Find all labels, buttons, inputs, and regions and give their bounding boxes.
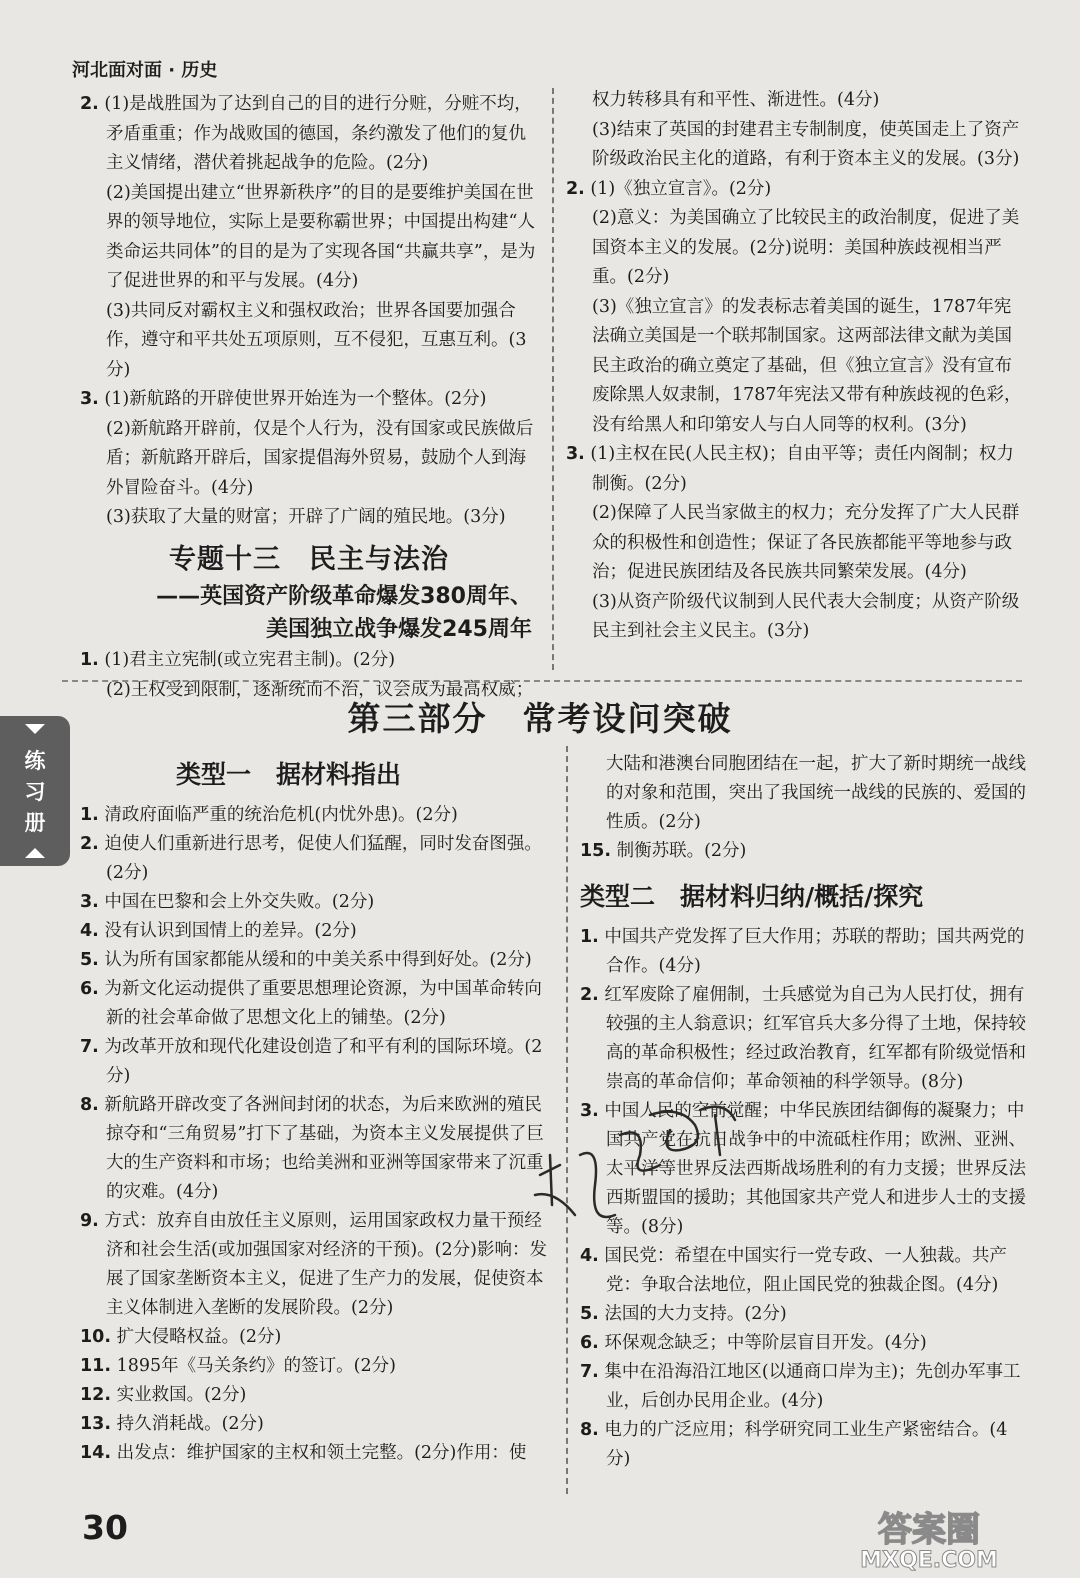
list-item: 5. 法国的大力支持。(2分) [580, 1304, 787, 1324]
page-header: 河北面对面 · 历史 [72, 60, 218, 81]
column-divider-upper [552, 88, 554, 670]
handwriting-scribble [520, 1095, 750, 1265]
list-item: 3. 中国人民的空前觉醒；中华民族团结御侮的凝聚力；中国共产党在抗日战争中的中流砥柱作用；欧洲、亚洲、太平洋等世界反法西斯战场胜利的有力支援；世界反法西斯盟国的援助；其他国家共产党人和进步人士的支援等。(8分) [580, 1101, 1026, 1237]
list-item-line: (2)王权受到限制，逐渐统而不治，议会成为最高权威； [106, 679, 534, 700]
type-title: 类型二 据材料归纳/概括/探究 [580, 882, 924, 911]
type-title: 类型一 据材料指出 [176, 760, 402, 789]
list-item: 11. 1895年《马关条约》的签订。(2分) [80, 1356, 396, 1376]
list-item: 2. (1)《独立宣言》。(2分) [566, 178, 772, 199]
list-item: 3. (1)新航路的开辟使世界开始连为一个整体。(2分) [80, 389, 487, 409]
list-item: 2. 红军废除了雇佣制，士兵感觉为自己为人民打仗，拥有较强的主人翁意识；红军官兵大多分得了土地，保持较高的革命积极性；经过政治教育，红军都有阶级觉悟和崇高的革命信仰；革命领袖的科学领导。(8分) [580, 985, 1026, 1092]
list-item: 2. 迫使人们重新进行思考，促使人们猛醒，同时发奋图强。(2分) [80, 834, 542, 883]
list-item: 8. 电力的广泛应用；科学研究同工业生产紧密结合。(4分) [580, 1420, 1008, 1469]
topic-subtitle-line-2: 美国独立战争爆发245周年 [266, 617, 532, 642]
list-item: 5. 认为所有国家都能从缓和的中美关系中得到好处。(2分) [80, 950, 532, 970]
upper-right-column [566, 86, 1028, 647]
list-item: 9. 方式：放弃自由放任主义原则，运用国家政权力量干预经济和社会生活(或加强国家对经济的干预)。(2分)影响：发展了国家垄断资本主义，促进了生产力的发展，促使资本主义体制进入垄断的发展阶段。(2分) [80, 1211, 547, 1318]
list-item-line: (3)《独立宣言》的发表标志着美国的诞生，1787年宪法确立美国是一个联邦制国家。这两部法律文献为美国民主政治的确立奠定了基础，但《独立宣言》没有宣布废除黑人奴隶制，1787年宪法又带有种族歧视的色彩，没有给黑人和印第安人与白人同等的权利。(3分) [592, 296, 1022, 435]
topic-subtitle-line-1: ——英国资产阶级革命爆发380周年、 [156, 584, 532, 609]
page-number: 30 [82, 1508, 128, 1547]
list-item: 15. 制衡苏联。(2分) [580, 841, 747, 861]
list-item-line: (3)从资产阶级代议制到人民代表大会制度；从资产阶级民主到社会主义民主。(3分) [592, 591, 1020, 641]
svg-text:答案圈: 答案圈 [878, 1510, 980, 1550]
list-item: 1. 清政府面临严重的统治危机(内忧外患)。(2分) [80, 805, 458, 825]
list-item: 12. 实业救国。(2分) [80, 1385, 247, 1405]
continued-text: (3)结束了英国的封建君主专制制度，使英国走上了资产阶级政治民主化的道路，有利于资本主义的发展。(3分) [592, 119, 1020, 169]
list-item: 8. 新航路开辟改变了各洲间封闭的状态，为后来欧洲的殖民掠夺和“三角贸易”打下了基础，为资本主义发展提供了巨大的生产资料和市场；也给美洲和亚洲等国家带来了沉重的灾难。(4分) [80, 1095, 544, 1202]
lower-left-column [80, 752, 550, 1468]
side-tab [0, 716, 70, 866]
list-item-line: (2)新航路开辟前，仅是个人行为，没有国家或民族做后盾；新航路开辟后，国家提倡海外贸易，鼓励个人到海外冒险奋斗。(4分) [106, 418, 534, 498]
svg-text:MXQE.COM: MXQE.COM [860, 1548, 998, 1571]
section-divider [62, 680, 1022, 682]
list-item-line: (3)共同反对霸权主义和强权政治；世界各国要加强合作，遵守和平共处五项原则，互不侵犯，互惠互利。(3分) [106, 300, 527, 380]
list-item: 3. 中国在巴黎和会上外交失败。(2分) [80, 892, 375, 912]
continued-text: 权力转移具有和平性、渐进性。(4分) [592, 90, 880, 110]
topic-title: 专题十三 民主与法治 [169, 543, 449, 575]
list-item: 10. 扩大侵略权益。(2分) [80, 1327, 282, 1347]
continued-text: 大陆和港澳台同胞团结在一起，扩大了新时期统一战线的对象和范围，突出了我国统一战线的民族的、爱国的性质。(2分) [606, 754, 1026, 832]
list-item: 7. 集中在沿海沿江地区(以通商口岸为主)；先创办军事工业，后创办民用企业。(4分) [580, 1362, 1021, 1411]
list-item-line: (3)获取了大量的财富；开辟了广阔的殖民地。(3分) [106, 507, 506, 527]
list-item: 6. 为新文化运动提供了重要思想理论资源，为中国革命转向新的社会革命做了思想文化上的铺垫。(2分) [80, 979, 542, 1028]
list-item: 2. (1)是战胜国为了达到自己的目的进行分赃，分赃不均，矛盾重重；作为战败国的德国，条约激发了他们的复仇主义情绪，潜伏着挑起战争的危险。(2分) [80, 94, 532, 173]
upper-left-column [80, 90, 538, 705]
list-item: 7. 为改革开放和现代化建设创造了和平有利的国际环境。(2分) [80, 1037, 543, 1086]
list-item: 1. 中国共产党发挥了巨大作用；苏联的帮助；国共两党的合作。(4分) [580, 927, 1025, 976]
list-item: 4. 国民党：希望在中国实行一党专政、一人独裁。共产党：争取合法地位，阻止国民党的独裁企图。(4分) [580, 1246, 1007, 1295]
side-tab-label: 练习册 [24, 749, 46, 835]
triangle-down-icon [25, 724, 45, 734]
list-item: 14. 出发点：维护国家的主权和领土完整。(2分)作用：使 [80, 1443, 527, 1463]
triangle-up-icon [25, 848, 45, 858]
list-item: 4. 没有认识到国情上的差异。(2分) [80, 921, 357, 941]
list-item: 1. (1)君主立宪制(或立宪君主制)。(2分) [80, 650, 396, 670]
list-item: 3. (1)主权在民(人民主权)；自由平等；责任内阁制；权力制衡。(2分) [566, 444, 1014, 494]
list-item: 13. 持久消耗战。(2分) [80, 1414, 264, 1434]
list-item-line: (2)美国提出建立“世界新秩序”的目的是要维护美国在世界的领导地位，实际上是要称霸世界；中国提出构建“人类命运共同体”的目的是为了实现各国“共赢共享”，是为了促进世界的和平与发展。(4分) [106, 182, 536, 291]
list-item-line: (2)意义：为美国确立了比较民主的政治制度，促进了美国资本主义的发展。(2分)说明：美国种族歧视相当严重。(2分) [592, 208, 1020, 287]
watermark-logo [784, 1505, 1074, 1571]
part-title: 第三部分 常考设问突破 [347, 699, 733, 738]
list-item-line: (2)保障了人民当家做主的权力；充分发挥了广大人民群众的积极性和创造性；保证了各民族都能平等地参与政治；促进民族团结及各民族共同繁荣发展。(4分) [592, 503, 1020, 582]
list-item: 6. 环保观念缺乏；中等阶层盲目开发。(4分) [580, 1333, 927, 1353]
